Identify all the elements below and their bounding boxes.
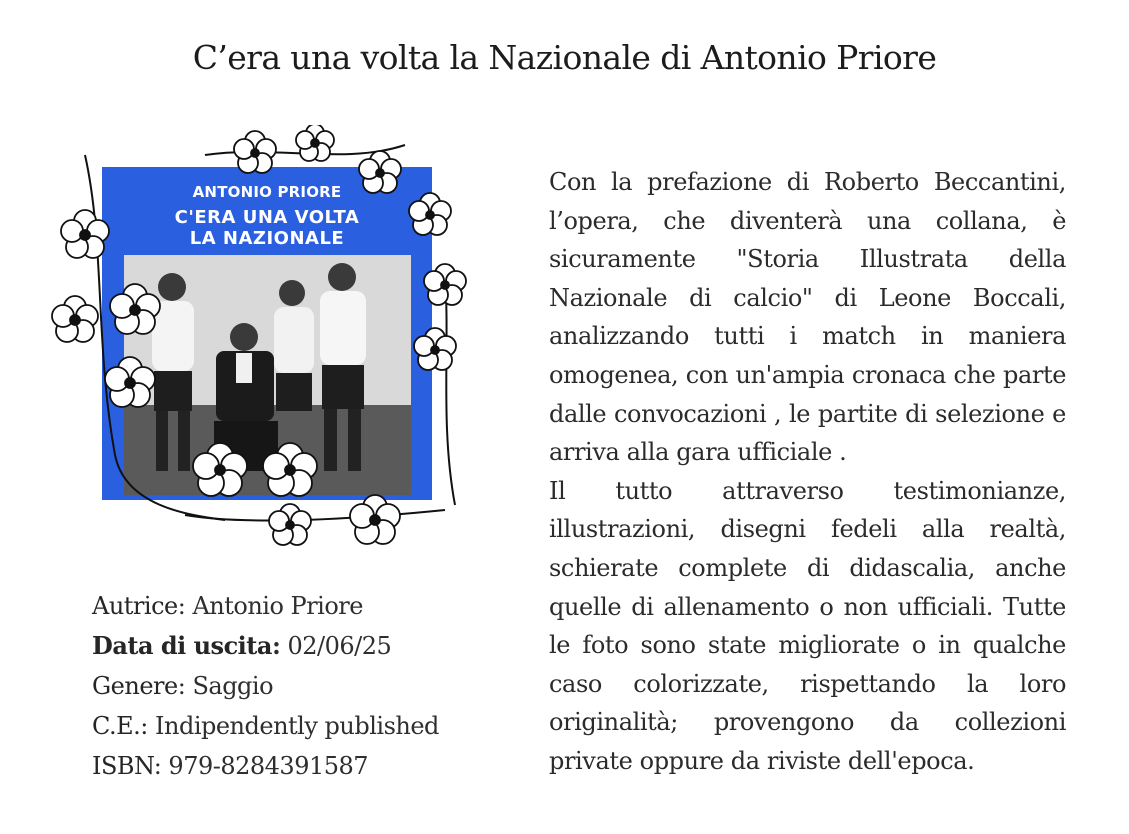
author-value: Antonio Priore (192, 592, 363, 620)
description-paragraph-1: Con la prefazione di Roberto Beccantini, l’opera, che diventerà una collana, è sicuramente "Storia Illustrata della Nazionale di calcio" di Leone Boccali, analizzando tutti i match in maniera omogenea, con un'ampia cronaca che parte dalle convocazioni , le partite di selezione e arriva alla gara ufficiale . (549, 168, 1066, 467)
cover-title-line2: LA NAZIONALE (189, 228, 345, 249)
isbn-value: 979-8284391587 (168, 752, 369, 780)
floral-frame (45, 125, 475, 555)
date-label: Data di uscita (92, 631, 272, 660)
publisher-label: C.E.: (92, 712, 148, 740)
genre-label: Genere (92, 672, 178, 700)
cover-title-line1: C'ERA UNA VOLTA (174, 207, 360, 228)
book-details (92, 586, 439, 786)
author-row: Autrice: Antonio Priore (92, 592, 363, 620)
book-cover-image (45, 125, 475, 555)
cover-author: ANTONIO PRIORE (192, 183, 342, 201)
isbn-label: ISBN (92, 752, 154, 780)
date-row: Data di uscita: 02/06/25 (92, 631, 392, 660)
genre-row: Genere: Saggio (92, 672, 274, 700)
publisher-value: Indipendently published (155, 712, 439, 740)
publisher-row (92, 706, 439, 746)
author-label: Autrice (92, 592, 178, 620)
date-value: 02/06/25 (287, 632, 392, 660)
description-paragraph-2: Il tutto attraverso testimonianze, illustrazioni, disegni fedeli alla realtà, schierate complete di didascalia, anche quelle di allenamento o non ufficiali. Tutte le foto sono state migliorate o in qualche caso colorizzate, rispettando la loro originalità; provengono da collezioni private oppure da riviste dell'epoca. (549, 476, 1066, 775)
genre-value: Saggio (192, 672, 274, 700)
page-title: C’era una volta la Nazionale di Antonio Priore (192, 38, 937, 77)
book-description (549, 163, 1066, 781)
isbn-row: ISBN: 979-8284391587 (92, 752, 369, 780)
